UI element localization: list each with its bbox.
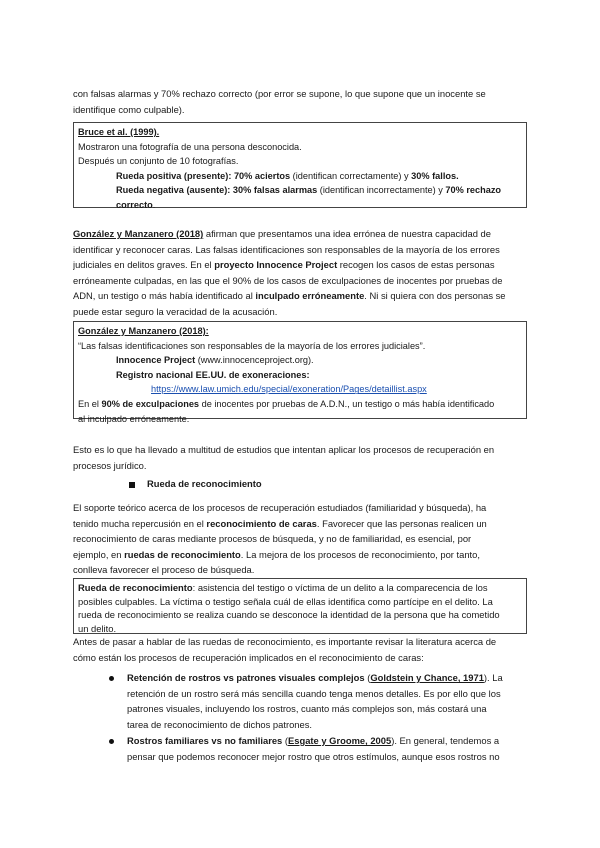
reference-link[interactable]: Goldstein y Chance, 1971 (370, 672, 484, 683)
bruce-study-box (73, 122, 527, 208)
text-line: retención de un rostro será más sencilla cuando tenga menos detalles. Es por ello que los (127, 687, 501, 699)
text-line: ejemplo, en ruedas de reconocimiento. La mejora de los procesos de reconocimiento, por tanto, (73, 548, 480, 560)
studies-paragraph (73, 442, 527, 473)
gonzalez-summary-box (73, 321, 527, 424)
square-bullet-icon (129, 482, 135, 488)
reference-link[interactable]: González y Manzanero (2018): (78, 326, 209, 336)
text-line: ADN, un testigo o más había identificado al inculpado erróneamente. Ni si quiera con dos personas se (73, 290, 506, 302)
text-line: puede estar seguro la veracidad de la acusación. (73, 305, 278, 317)
text-line: patrones visuales, incluyendo los rostros, cuanto más complejos son, más costará una (127, 703, 487, 715)
text-line: reconocimiento de caras mediante procesos de búsqueda, y no de familiaridad, es esencial, por (73, 533, 472, 545)
text-line: Rostros familiares vs no familiares (Esgate y Groome, 2005). En general, tendemos a (127, 735, 500, 746)
text-line: Mostraron una fotografía de una persona desconocida. (78, 141, 302, 152)
theory-paragraph (73, 500, 527, 578)
positive-line: Rueda positiva (presente): 70% aciertos (identifican correctamente) y 30% fallos. (116, 170, 459, 181)
quote-line: “Las falsas identificaciones son responsables de la mayoría de los errores judiciales”. (78, 340, 426, 351)
text-line: tarea de reconocimiento de dichos patrones. (127, 718, 313, 730)
reference-link[interactable]: Esgate y Groome, 2005 (288, 735, 392, 746)
definition-box (73, 578, 527, 634)
text-line: identificar y reconocer caras. Las falsas identificaciones son responsables de la mayoría de los errores (73, 243, 500, 255)
text-line: tenido mucha repercusión en el reconocimiento de caras. Favorecer que las personas realicen un (73, 517, 487, 529)
text-line: Antes de pasar a hablar de las ruedas de reconocimiento, es importante revisar la literatura acerca de (73, 636, 497, 647)
negative-line: Rueda negativa (ausente): 30% falsas alarmas (identifican incorrectamente) y 70% rechazo (116, 185, 502, 196)
text-line: erróneamente culpadas, en las que el 90% de los casos de exculpaciones de inocentes por pruebas de (73, 274, 503, 286)
innocence-line: Innocence Project (www.innocenceproject.org). (116, 355, 314, 366)
text-line: judiciales en delitos graves. En el proyecto Innocence Project recogen los casos de estas personas (73, 259, 495, 271)
text-line: identifique como culpable). (73, 103, 185, 115)
text-line: El soporte teórico acerca de los procesos de recuperación estudiados (familiaridad y búsqueda), ha (73, 502, 487, 513)
text-line: Retención de rostros vs patrones visuales complejos (Goldstein y Chance, 1971). La (127, 672, 503, 683)
gonzalez-paragraph: González y Manzanero (2018) afirman que presentamos una idea errónea de nuestra capacidad de identificar y reconocer caras. Las falsas identificaciones son responsables de la mayoría de los errores judiciales en delitos graves. En el proyecto Innocence Project recogen los casos de estas personas erróneamente culpadas, en las que el 90% de los casos de exculpaciones de inocentes por pruebas de ADN, un testigo o más había identificado al inculpado erróneamente. Ni si quiera con dos personas se puede estar seguro la veracidad de la acusación. (73, 226, 527, 320)
intro-paragraph (73, 86, 527, 117)
text-line: conlleva favorecer el proceso de búsqueda. (73, 564, 255, 576)
registry-url-link[interactable]: https://www.law.umich.edu/special/exoneration/Pages/detaillist.aspx (151, 384, 427, 395)
text-line: rueda de reconocimiento se realiza cuando se desconoce la identidad de la persona que ha cometido (78, 609, 500, 620)
bullet-item (127, 670, 527, 732)
text-line: Después un conjunto de 10 fotografías. (78, 156, 239, 167)
text-line: con falsas alarmas y 70% rechazo correcto (por error se supone, lo que supone que un inocente se (73, 88, 486, 99)
text-line: Rueda de reconocimiento: asistencia del testigo o víctima de un delito a la comparecencia de los (78, 582, 488, 593)
text-line: Esto es lo que ha llevado a multitud de estudios que intentan aplicar los procesos de recuperación en (73, 444, 495, 455)
bullet-item (127, 733, 527, 764)
text-line: En el 90% de exculpaciones de inocentes por pruebas de A.D.N., un testigo o más había identificado (78, 398, 495, 409)
negative-line-cont: correcto. (116, 199, 156, 210)
text-line: cómo están los procesos de recuperación implicados en el reconocimiento de caras: (73, 651, 424, 663)
literature-paragraph (73, 634, 527, 665)
text-line: al inculpado erróneamente. (78, 413, 190, 424)
bullet-dot-icon (109, 739, 114, 744)
text-line: posibles culpables. La víctima o testigo señala cuál de ellas identifica como partícipe en el delito. La (78, 595, 493, 607)
reference-link[interactable]: González y Manzanero (2018) (73, 228, 204, 239)
text-line: procesos jurídico. (73, 459, 147, 471)
registry-line: Registro nacional EE.UU. de exoneraciones: (116, 369, 310, 380)
text-line: pensar que podemos reconocer mejor rostro que otros estímulos, aunque esos rostros no (127, 750, 500, 762)
reference-link[interactable]: Bruce et al. (1999). (78, 127, 160, 137)
text-line: un delito. (78, 622, 117, 634)
section-heading: Rueda de reconocimiento (147, 478, 262, 489)
bullet-dot-icon (109, 676, 114, 681)
